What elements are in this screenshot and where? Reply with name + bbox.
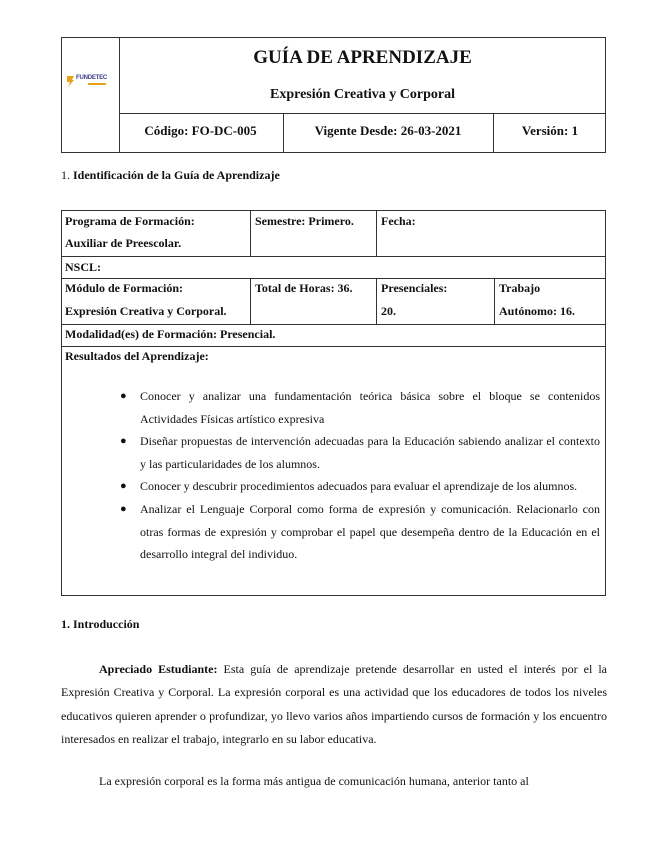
bullet-icon: ● [120,480,127,493]
bullet-icon: ● [120,502,127,515]
row-divider [62,278,605,279]
col-divider [494,278,495,324]
intro-heading-text: 1. Introducción [61,617,140,631]
section-title-text: Identificación de la Guía de Aprendizaje [73,168,280,182]
presenciales-value: 20. [381,304,396,318]
programa-value: Auxiliar de Preescolar. [65,236,182,250]
resultados-label: Resultados del Aprendizaje: [65,349,209,363]
fecha: Fecha: [381,214,416,228]
col-divider [376,211,377,256]
section-number: 1. [61,168,70,182]
modulo-value: Expresión Creativa y Corporal. [65,304,227,318]
document-version: Versión: 1 [521,123,579,138]
programa-label: Programa de Formación: [65,214,195,228]
logo-text: FUNDETEC [76,75,108,81]
list-item [78,498,600,566]
modulo-label: Módulo de Formación: [65,281,183,295]
logo-mark-icon [66,76,75,87]
row-divider [62,346,605,347]
intro-body-2: La expresión corporal es la forma más antigua de comunicación humana, anterior tanto al [99,774,529,788]
intro-lead: Apreciado Estudiante: [99,662,218,676]
bullet-icon: ● [120,435,127,448]
logo-underline [88,83,106,85]
trabajo-label: Trabajo [499,281,541,295]
logo-cell [62,38,120,152]
row-divider [62,256,605,257]
fundetec-logo [66,74,116,90]
intro-paragraph-2 [61,770,607,793]
result-text: Diseñar propuestas de intervención adecuadas para la Educación sabiendo analizar el contexto y las particularidades de los alumnos. [140,434,600,471]
list-item [78,430,600,475]
col-divider [250,278,251,324]
header-meta-row [118,113,606,153]
modalidad: Modalidad(es) de Formación: Presencial. [65,327,276,341]
section-title [61,168,280,183]
col-divider [376,278,377,324]
valid-from: Vigente Desde: 26-03-2021 [283,113,494,152]
document-code: Código: FO-DC-005 [118,113,284,152]
intro-paragraph-1 [61,658,607,752]
intro-body: Esta guía de aprendizaje pretende desarrollar en usted el interés por el la Expresión Creativa y Corporal. La expresión corporal es una actividad que los educadores de todos los niveles educativos quieren aprender o profundizar, yo llevo varios años impartiendo cursos de formación y los encuentro interesados en realizar el trabajo, integrarlo en su labor educativa. [61,662,607,747]
row-divider [62,324,605,325]
list-item [78,385,600,430]
semestre: Semestre: Primero. [255,214,354,228]
total-horas: Total de Horas: 36. [255,281,353,295]
trabajo-value: Autónomo: 16. [499,304,576,318]
page-subtitle: Expresión Creativa y Corporal [270,87,455,102]
list-item [78,475,600,498]
result-text: Conocer y descubrir procedimientos adecuados para evaluar el aprendizaje de los alumnos. [140,479,578,494]
presenciales-label: Presenciales: [381,281,448,295]
col-divider [250,211,251,256]
intro-heading [61,617,139,632]
results-list [78,385,600,566]
nscl: NSCL: [65,260,102,274]
result-text: Analizar el Lenguaje Corporal como forma de expresión y comunicación. Relacionarlo con otras formas de expresión y comprobar el papel que desempeña dentro de la Educación en el desarrollo integral del individuo. [140,501,600,562]
page-title: GUÍA DE APRENDIZAJE [253,47,472,68]
result-text: Conocer y analizar una fundamentación teórica básica sobre el bloque se contenidos Actividades Físicas artístico expresiva [140,389,600,426]
bullet-icon: ● [120,390,127,402]
